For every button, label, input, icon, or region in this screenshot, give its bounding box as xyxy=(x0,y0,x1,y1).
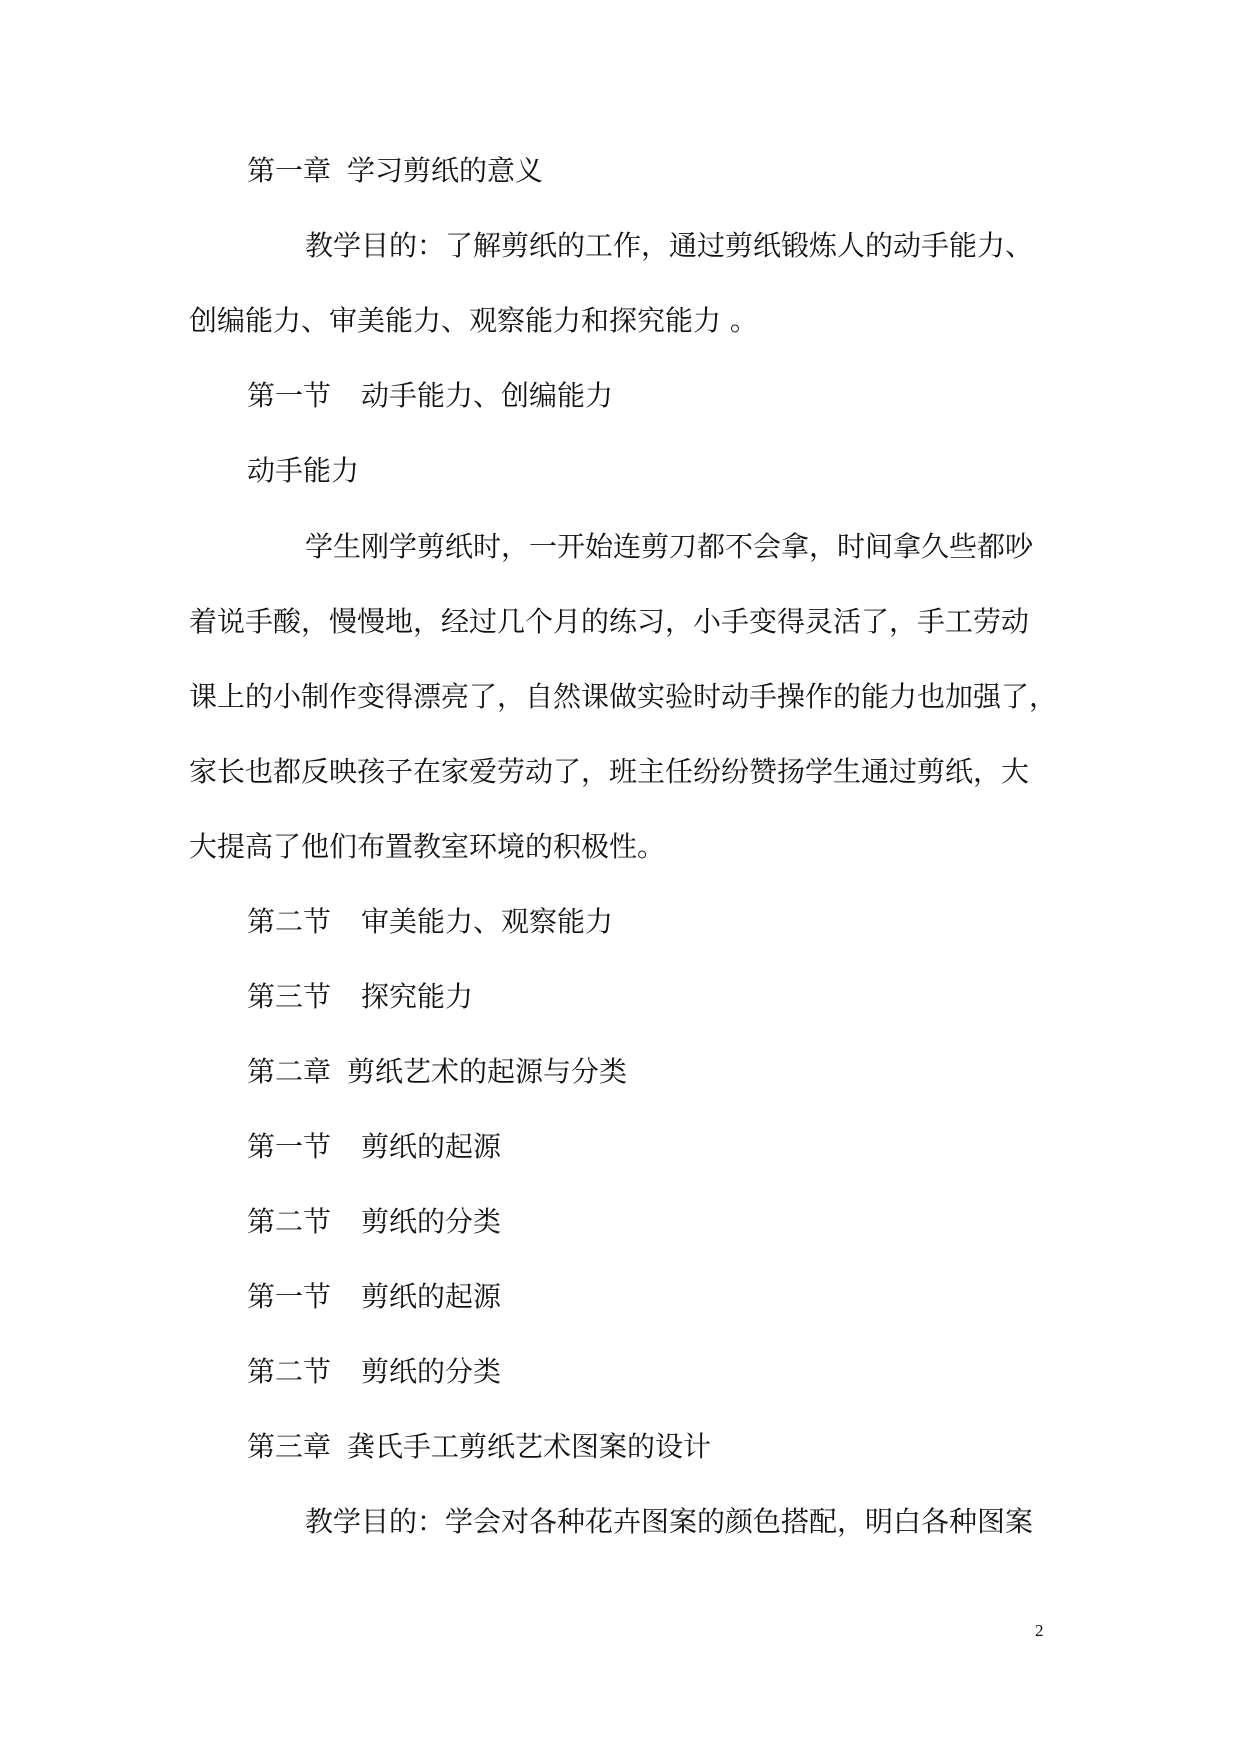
section-title: 审美能力、观察能力 xyxy=(361,905,614,938)
section-label: 第二节 xyxy=(247,905,332,938)
section-heading xyxy=(247,1352,501,1392)
chapter-label: 第三章 xyxy=(247,1430,332,1463)
chapter-title: 学习剪纸的意义 xyxy=(347,154,544,187)
section-heading xyxy=(247,977,473,1017)
chapter-title: 龚氏手工剪纸艺术图案的设计 xyxy=(347,1430,712,1463)
section-title: 剪纸的分类 xyxy=(361,1355,502,1388)
section-label: 第三节 xyxy=(247,980,332,1013)
chapter-3-heading xyxy=(247,1427,711,1467)
section-label: 第一节 xyxy=(247,379,332,412)
paragraph-line: 课上的小制作变得漂亮了，自然课做实验时动手操作的能力也加强了， xyxy=(189,680,1058,713)
section-title: 剪纸的分类 xyxy=(361,1205,502,1238)
chapter-label: 第一章 xyxy=(247,154,332,187)
paragraph-line: 学生刚学剪纸时，一开始连剪刀都不会拿，时间拿久些都吵 xyxy=(305,530,1034,563)
section-heading xyxy=(247,376,613,416)
section-title: 动手能力、创编能力 xyxy=(361,379,614,412)
chapter-title: 剪纸艺术的起源与分类 xyxy=(347,1055,628,1088)
subsection-heading: 动手能力 xyxy=(247,454,360,487)
section-heading xyxy=(247,1277,501,1317)
section-label: 第一节 xyxy=(247,1280,332,1313)
paragraph-line: 家长也都反映孩子在家爱劳动了，班主任纷纷赞扬学生通过剪纸，大 xyxy=(189,755,1030,788)
page-number: 2 xyxy=(1035,1621,1044,1640)
section-heading xyxy=(247,1127,501,1167)
teaching-goal-line: 教学目的：学会对各种花卉图案的颜色搭配，明白各种图案 xyxy=(305,1505,1034,1538)
chapter-2-heading xyxy=(247,1052,627,1092)
section-heading xyxy=(247,1202,501,1242)
section-label: 第二节 xyxy=(247,1205,332,1238)
section-title: 探究能力 xyxy=(361,980,474,1013)
section-title: 剪纸的起源 xyxy=(361,1280,502,1313)
teaching-goal-line: 创编能力、审美能力、观察能力和探究能力 。 xyxy=(189,304,758,337)
section-label: 第一节 xyxy=(247,1130,332,1163)
chapter-label: 第二章 xyxy=(247,1055,332,1088)
paragraph-line: 大提高了他们布置教室环境的积极性。 xyxy=(189,830,666,863)
section-heading xyxy=(247,902,613,942)
teaching-goal-line: 教学目的：了解剪纸的工作，通过剪纸锻炼人的动手能力、 xyxy=(305,229,1034,262)
section-label: 第二节 xyxy=(247,1355,332,1388)
section-title: 剪纸的起源 xyxy=(361,1130,502,1163)
chapter-1-heading xyxy=(247,151,543,191)
paragraph-line: 着说手酸，慢慢地，经过几个月的练习，小手变得灵活了，手工劳动 xyxy=(189,605,1030,638)
